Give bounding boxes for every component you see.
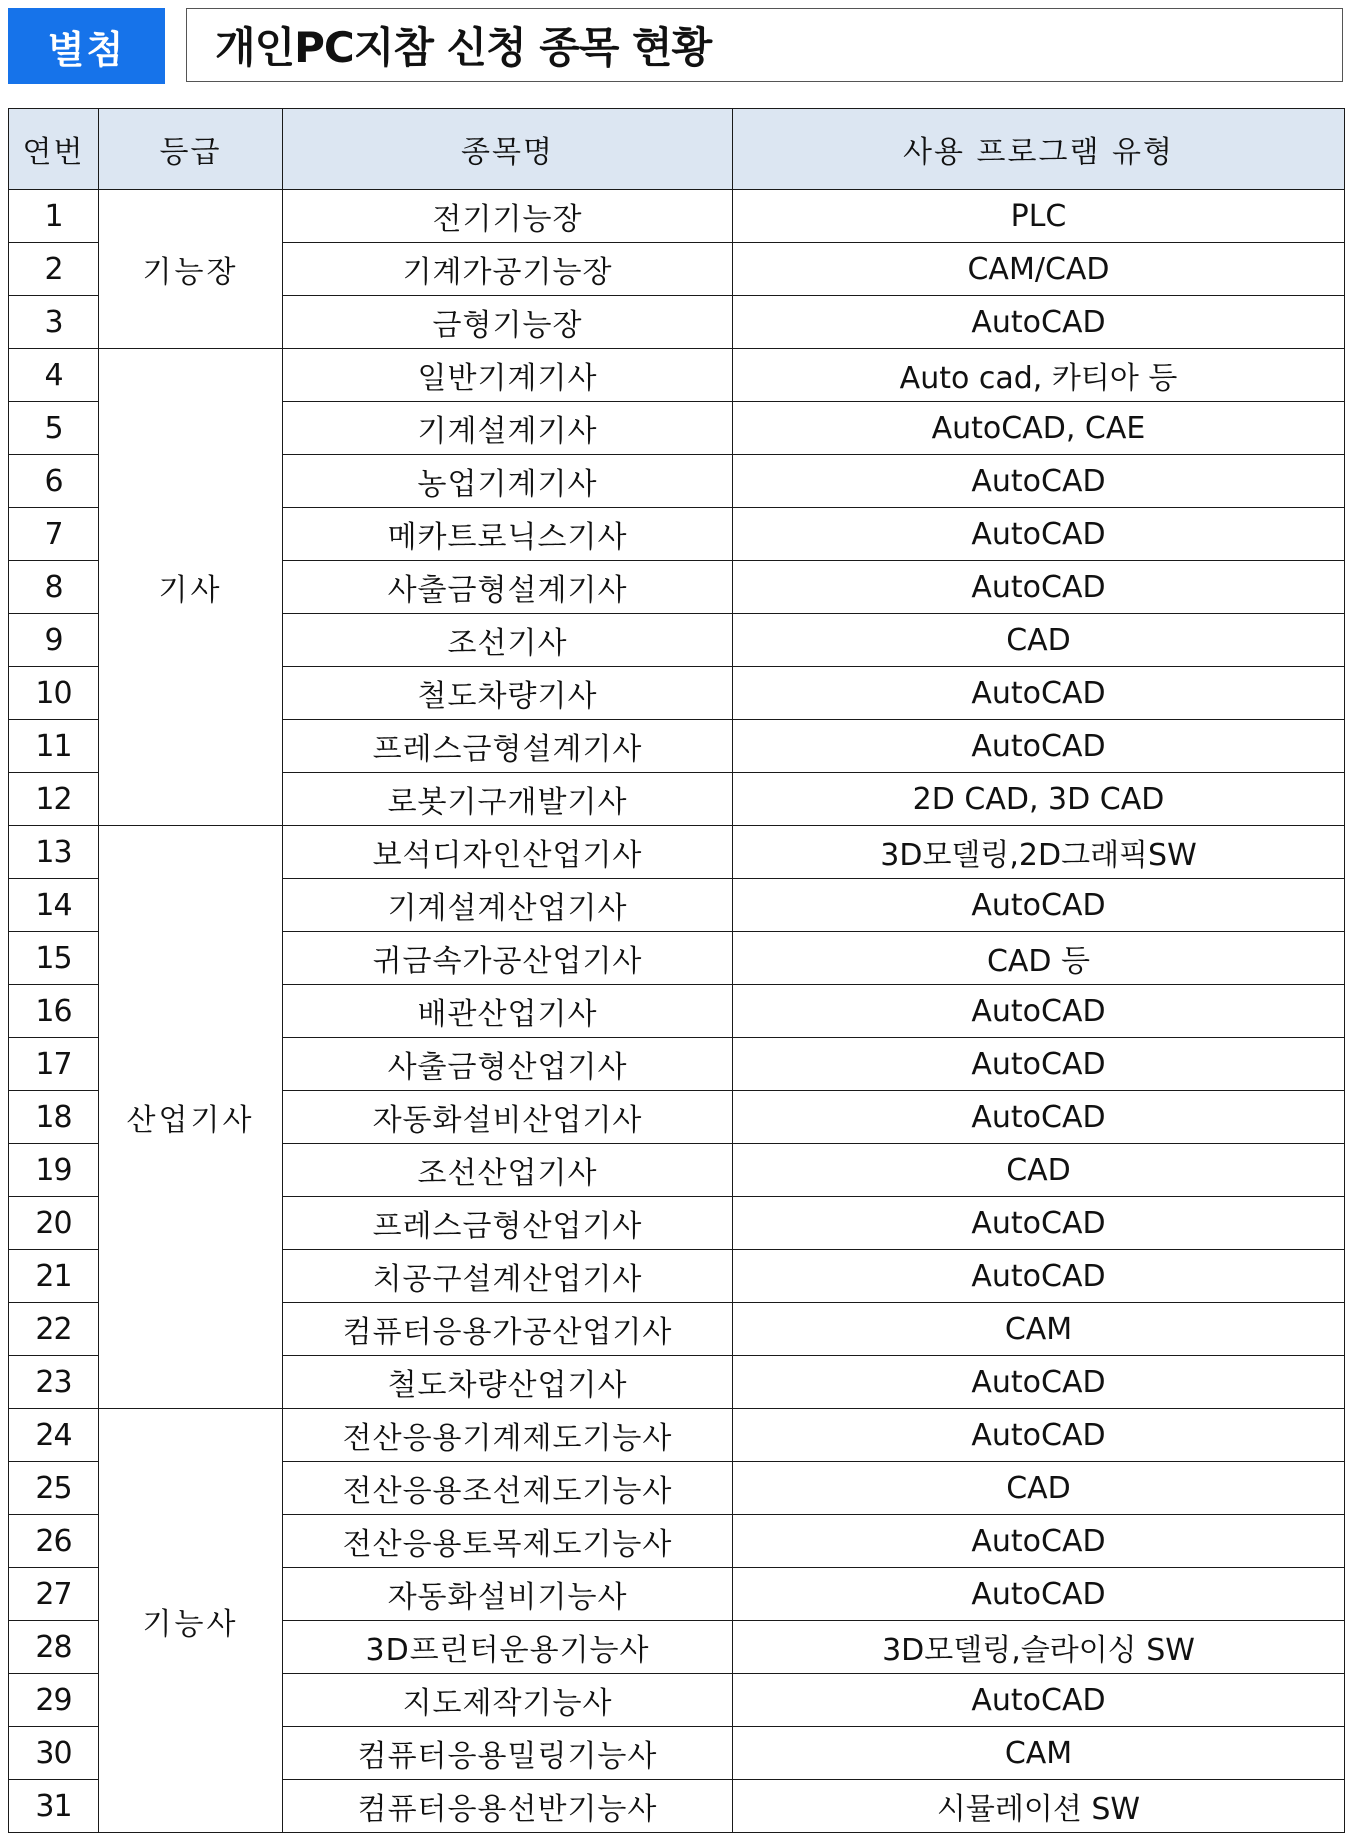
attachment-tag: 별첨 bbox=[8, 8, 165, 84]
row-number: 25 bbox=[9, 1462, 99, 1515]
program-type: Auto cad, 카티아 등 bbox=[733, 349, 1345, 402]
subject-name: 컴퓨터응용가공산업기사 bbox=[283, 1303, 733, 1356]
row-number: 28 bbox=[9, 1621, 99, 1674]
row-number: 20 bbox=[9, 1197, 99, 1250]
row-number: 14 bbox=[9, 879, 99, 932]
program-type: CAM bbox=[733, 1727, 1345, 1780]
page-title: 개인PC지참 신청 종목 현황 bbox=[186, 8, 1343, 82]
subject-name: 전기기능장 bbox=[283, 190, 733, 243]
row-number: 13 bbox=[9, 826, 99, 879]
column-header-grade: 등급 bbox=[99, 109, 283, 190]
table-header-row bbox=[9, 109, 1345, 190]
subject-name: 3D프린터운용기능사 bbox=[283, 1621, 733, 1674]
subject-name: 일반기계기사 bbox=[283, 349, 733, 402]
table-row bbox=[9, 349, 1345, 402]
row-number: 26 bbox=[9, 1515, 99, 1568]
row-number: 18 bbox=[9, 1091, 99, 1144]
row-number: 24 bbox=[9, 1409, 99, 1462]
program-type: AutoCAD bbox=[733, 1038, 1345, 1091]
row-number: 19 bbox=[9, 1144, 99, 1197]
subject-name: 농업기계기사 bbox=[283, 455, 733, 508]
program-type: AutoCAD bbox=[733, 1091, 1345, 1144]
program-type: 3D모델링,2D그래픽SW bbox=[733, 826, 1345, 879]
subject-name: 전산응용조선제도기능사 bbox=[283, 1462, 733, 1515]
program-type: AutoCAD bbox=[733, 1515, 1345, 1568]
program-type: CAD 등 bbox=[733, 932, 1345, 985]
table-row bbox=[9, 190, 1345, 243]
row-number: 10 bbox=[9, 667, 99, 720]
program-type: 3D모델링,슬라이싱 SW bbox=[733, 1621, 1345, 1674]
subject-name: 치공구설계산업기사 bbox=[283, 1250, 733, 1303]
row-number: 29 bbox=[9, 1674, 99, 1727]
program-type: AutoCAD bbox=[733, 1568, 1345, 1621]
program-type: AutoCAD, CAE bbox=[733, 402, 1345, 455]
program-type: AutoCAD bbox=[733, 985, 1345, 1038]
table-row bbox=[9, 1409, 1345, 1462]
row-number: 9 bbox=[9, 614, 99, 667]
grade-cell: 산업기사 bbox=[99, 826, 283, 1409]
table-body bbox=[9, 190, 1345, 1833]
subject-name: 자동화설비기능사 bbox=[283, 1568, 733, 1621]
row-number: 23 bbox=[9, 1356, 99, 1409]
subject-name: 전산응용기계제도기능사 bbox=[283, 1409, 733, 1462]
program-type: AutoCAD bbox=[733, 720, 1345, 773]
column-header-no: 연번 bbox=[9, 109, 99, 190]
program-type: AutoCAD bbox=[733, 561, 1345, 614]
subject-name: 전산응용토목제도기능사 bbox=[283, 1515, 733, 1568]
row-number: 7 bbox=[9, 508, 99, 561]
program-type: AutoCAD bbox=[733, 667, 1345, 720]
row-number: 2 bbox=[9, 243, 99, 296]
subject-name: 조선기사 bbox=[283, 614, 733, 667]
row-number: 6 bbox=[9, 455, 99, 508]
subject-name: 기계가공기능장 bbox=[283, 243, 733, 296]
program-type: 2D CAD, 3D CAD bbox=[733, 773, 1345, 826]
row-number: 31 bbox=[9, 1780, 99, 1833]
program-type: PLC bbox=[733, 190, 1345, 243]
subject-name: 자동화설비산업기사 bbox=[283, 1091, 733, 1144]
program-type: CAM bbox=[733, 1303, 1345, 1356]
program-type: AutoCAD bbox=[733, 879, 1345, 932]
program-type: AutoCAD bbox=[733, 1409, 1345, 1462]
row-number: 15 bbox=[9, 932, 99, 985]
grade-cell: 기사 bbox=[99, 349, 283, 826]
row-number: 3 bbox=[9, 296, 99, 349]
subject-name: 프레스금형산업기사 bbox=[283, 1197, 733, 1250]
program-type: 시뮬레이션 SW bbox=[733, 1780, 1345, 1833]
subject-name: 지도제작기능사 bbox=[283, 1674, 733, 1727]
subject-name: 금형기능장 bbox=[283, 296, 733, 349]
program-type: AutoCAD bbox=[733, 1250, 1345, 1303]
subject-name: 배관산업기사 bbox=[283, 985, 733, 1038]
row-number: 1 bbox=[9, 190, 99, 243]
program-type: CAD bbox=[733, 614, 1345, 667]
subject-name: 컴퓨터응용밀링기능사 bbox=[283, 1727, 733, 1780]
program-type: CAD bbox=[733, 1462, 1345, 1515]
program-type: AutoCAD bbox=[733, 1674, 1345, 1727]
column-header-subject: 종목명 bbox=[283, 109, 733, 190]
subject-name: 철도차량산업기사 bbox=[283, 1356, 733, 1409]
row-number: 4 bbox=[9, 349, 99, 402]
program-type: AutoCAD bbox=[733, 1197, 1345, 1250]
subject-name: 사출금형산업기사 bbox=[283, 1038, 733, 1091]
subject-name: 조선산업기사 bbox=[283, 1144, 733, 1197]
table-row bbox=[9, 826, 1345, 879]
row-number: 16 bbox=[9, 985, 99, 1038]
grade-cell: 기능사 bbox=[99, 1409, 283, 1833]
subject-name: 귀금속가공산업기사 bbox=[283, 932, 733, 985]
subject-table bbox=[8, 108, 1345, 1833]
program-type: AutoCAD bbox=[733, 296, 1345, 349]
row-number: 21 bbox=[9, 1250, 99, 1303]
subject-name: 기계설계기사 bbox=[283, 402, 733, 455]
program-type: AutoCAD bbox=[733, 455, 1345, 508]
row-number: 11 bbox=[9, 720, 99, 773]
column-header-program: 사용 프로그램 유형 bbox=[733, 109, 1345, 190]
subject-name: 기계설계산업기사 bbox=[283, 879, 733, 932]
program-type: CAM/CAD bbox=[733, 243, 1345, 296]
row-number: 8 bbox=[9, 561, 99, 614]
program-type: CAD bbox=[733, 1144, 1345, 1197]
grade-cell: 기능장 bbox=[99, 190, 283, 349]
row-number: 5 bbox=[9, 402, 99, 455]
row-number: 22 bbox=[9, 1303, 99, 1356]
page-header bbox=[8, 8, 1345, 84]
program-type: AutoCAD bbox=[733, 1356, 1345, 1409]
subject-name: 로봇기구개발기사 bbox=[283, 773, 733, 826]
subject-name: 메카트로닉스기사 bbox=[283, 508, 733, 561]
row-number: 12 bbox=[9, 773, 99, 826]
program-type: AutoCAD bbox=[733, 508, 1345, 561]
subject-name: 철도차량기사 bbox=[283, 667, 733, 720]
subject-name: 사출금형설계기사 bbox=[283, 561, 733, 614]
row-number: 17 bbox=[9, 1038, 99, 1091]
subject-name: 프레스금형설계기사 bbox=[283, 720, 733, 773]
row-number: 27 bbox=[9, 1568, 99, 1621]
subject-name: 보석디자인산업기사 bbox=[283, 826, 733, 879]
row-number: 30 bbox=[9, 1727, 99, 1780]
subject-name: 컴퓨터응용선반기능사 bbox=[283, 1780, 733, 1833]
